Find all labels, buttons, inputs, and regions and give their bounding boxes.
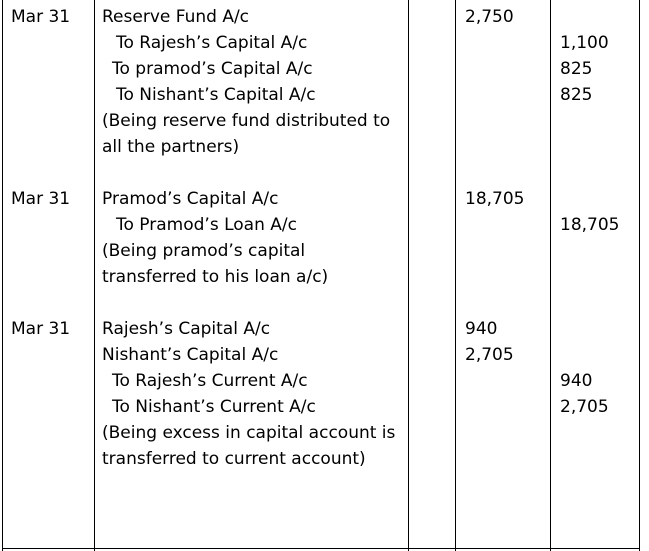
credit-amount: 825 bbox=[560, 59, 593, 79]
debit-account: Pramod’s Capital A/c bbox=[102, 189, 279, 209]
credit-account: To Pramod’s Loan A/c bbox=[116, 215, 297, 235]
entry-particulars bbox=[102, 4, 402, 160]
debit-amount: 2,750 bbox=[465, 7, 514, 27]
debit-account: Rajesh’s Capital A/c bbox=[102, 319, 271, 339]
divider-lf-right bbox=[455, 0, 456, 551]
debit-account: Nishant’s Capital A/c bbox=[102, 345, 279, 365]
credit-amount: 825 bbox=[560, 85, 593, 105]
debit-amounts bbox=[465, 4, 514, 30]
narration: (Being pramod’s capital bbox=[102, 241, 306, 261]
divider-lf-left bbox=[408, 0, 409, 551]
border-bottom bbox=[2, 548, 640, 549]
credit-amounts bbox=[560, 30, 609, 108]
narration: (Being excess in capital account is bbox=[102, 423, 396, 443]
entry-particulars bbox=[102, 186, 402, 290]
credit-account: To Nishant’s Capital A/c bbox=[116, 85, 316, 105]
divider-debit bbox=[550, 0, 551, 551]
entry-date: Mar 31 bbox=[11, 7, 71, 27]
credit-amounts bbox=[560, 212, 619, 238]
credit-amount: 940 bbox=[560, 371, 593, 391]
credit-account: To Rajesh’s Capital A/c bbox=[116, 33, 308, 53]
entry-particulars bbox=[102, 316, 402, 472]
narration: all the partners) bbox=[102, 137, 240, 157]
debit-amount: 18,705 bbox=[465, 189, 525, 209]
debit-amount: 940 bbox=[465, 319, 498, 339]
credit-account: To pramod’s Capital A/c bbox=[112, 59, 313, 79]
debit-amount: 2,705 bbox=[465, 345, 514, 365]
border-right bbox=[639, 0, 640, 551]
entry-date: Mar 31 bbox=[11, 319, 71, 339]
divider-date bbox=[94, 0, 95, 551]
credit-amounts bbox=[560, 368, 609, 420]
credit-account: To Nishant’s Current A/c bbox=[112, 397, 316, 417]
border-left bbox=[2, 0, 3, 551]
debit-amounts bbox=[465, 316, 514, 368]
debit-amounts bbox=[465, 186, 524, 212]
narration: transferred to current account) bbox=[102, 449, 366, 469]
credit-account: To Rajesh’s Current A/c bbox=[112, 371, 308, 391]
narration: (Being reserve fund distributed to bbox=[102, 111, 391, 131]
entry-date: Mar 31 bbox=[11, 189, 71, 209]
credit-amount: 18,705 bbox=[560, 215, 620, 235]
narration: transferred to his loan a/c) bbox=[102, 267, 329, 287]
credit-amount: 1,100 bbox=[560, 33, 609, 53]
credit-amount: 2,705 bbox=[560, 397, 609, 417]
debit-account: Reserve Fund A/c bbox=[102, 7, 250, 27]
